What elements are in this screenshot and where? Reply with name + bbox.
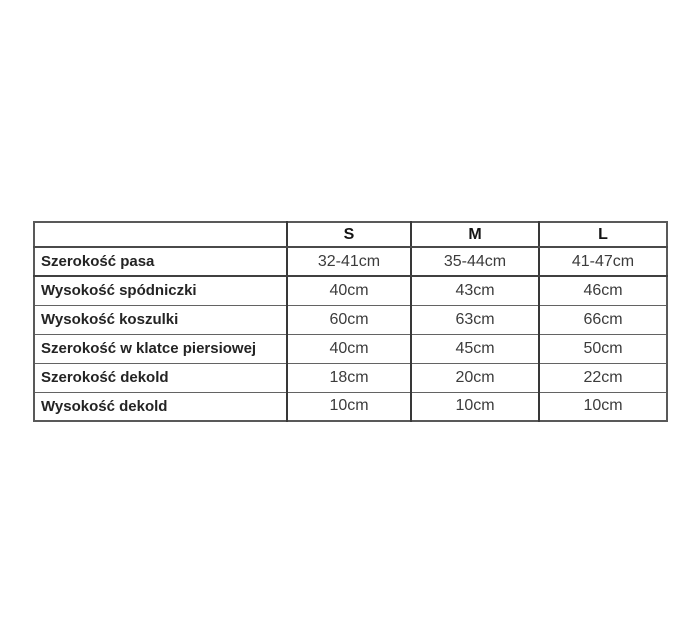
value-cell: 10cm [287, 392, 411, 421]
row-label: Szerokość pasa [34, 247, 287, 276]
table-row [34, 247, 667, 276]
size-chart-table [33, 221, 668, 422]
value-cell: 32-41cm [287, 247, 411, 276]
header-size-s: S [287, 222, 411, 247]
value-cell: 46cm [539, 276, 667, 305]
size-chart-header-row [34, 222, 667, 247]
table-row [34, 392, 667, 421]
value-cell: 63cm [411, 305, 539, 334]
header-empty-cell [34, 222, 287, 247]
value-cell: 20cm [411, 363, 539, 392]
value-cell: 10cm [539, 392, 667, 421]
header-size-m: M [411, 222, 539, 247]
table-row [34, 334, 667, 363]
value-cell: 35-44cm [411, 247, 539, 276]
row-label: Wysokość koszulki [34, 305, 287, 334]
value-cell: 43cm [411, 276, 539, 305]
table-row [34, 305, 667, 334]
value-cell: 18cm [287, 363, 411, 392]
row-label: Szerokość dekold [34, 363, 287, 392]
value-cell: 45cm [411, 334, 539, 363]
header-size-l: L [539, 222, 667, 247]
value-cell: 10cm [411, 392, 539, 421]
value-cell: 66cm [539, 305, 667, 334]
row-label: Wysokość spódniczki [34, 276, 287, 305]
value-cell: 50cm [539, 334, 667, 363]
value-cell: 41-47cm [539, 247, 667, 276]
value-cell: 40cm [287, 334, 411, 363]
value-cell: 40cm [287, 276, 411, 305]
value-cell: 60cm [287, 305, 411, 334]
row-label: Wysokość dekold [34, 392, 287, 421]
size-chart [33, 221, 668, 422]
table-row [34, 363, 667, 392]
value-cell: 22cm [539, 363, 667, 392]
row-label: Szerokość w klatce piersiowej [34, 334, 287, 363]
table-row [34, 276, 667, 305]
